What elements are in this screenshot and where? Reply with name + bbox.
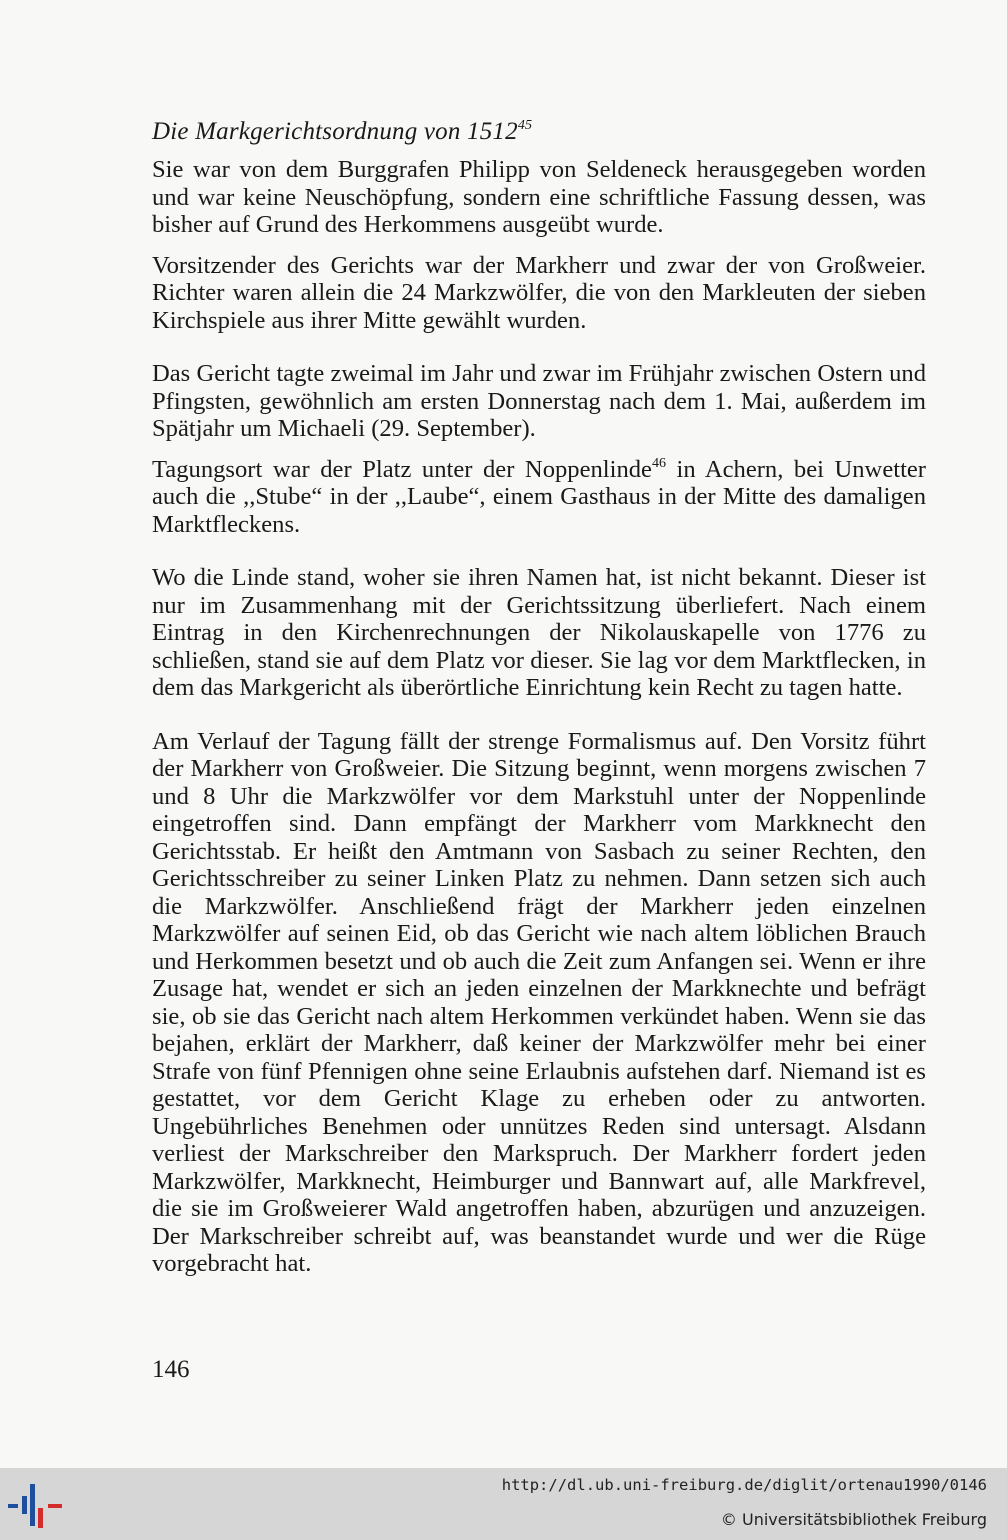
ub-freiburg-logo-icon[interactable]: [8, 1482, 64, 1528]
paragraph-4: [152, 456, 926, 539]
paragraph-6: Am Verlauf der Tagung fällt der strenge Formalismus auf. Den Vorsitz führt der Markherr von Großweier. Die Sitzung beginnt, wenn morgens zwischen 7 und 8 Uhr die Markzwölfer vor dem Markstuhl unter der Noppenlinde eingetroffen sind. Dann empfängt der Markherr vom Markknecht den Gerichtsstab. Er heißt den Amtmann von Sasbach zu seiner Rechten, den Gerichtsschreiber zu seiner Linken Platz zu nehmen. Dann setzen sich auch die Markzwölfer. Anschließend frägt der Markherr jeden einzelnen Markzwölfer auf seinen Eid, ob das Gericht wie nach altem löblichen Brauch und Herkommen besetzt und ob auch die Zeit zum Anfangen sei. Wenn er ihre Zusage hat, wendet er sich an jeden einzelnen der Markknechte und befrägt sie, ob sie das Gericht nach altem Herkommen verkündet haben. Wenn sie das bejahen, erklärt der Markherr, daß keiner der Markzwölfer mehr bei einer Strafe von fünf Pfennigen ohne seine Erlaubnis aufstehen darf. Niemand ist es gestattet, vor dem Gericht Klage zu erheben oder zu antworten. Ungebührliches Benehmen oder unnützes Reden sind untersagt. Alsdann verliest der Markschreiber den Markspruch. Der Markherr fordert jeden Markzwölfer, Markknecht, Heimburger und Bannwart auf, alle Markfrevel, die sie im Großweierer Wald angetroffen haben, abzurügen und anzuzeigen. Der Markschreiber schreibt auf, was beanstandet wurde und wer die Rüge vorgebracht hat.: [152, 727, 926, 1277]
page-number: 146: [152, 1356, 190, 1383]
paragraph-2: Vorsitzender des Gerichts war der Markherr und zwar der von Großweier. Richter waren allein die 24 Markzwölfer, die von den Markleuten der sieben Kirchspiele aus ihrer Mitte gewählt wurden.: [152, 251, 926, 334]
footnote-marker-46: 46: [651, 455, 666, 471]
copyright-notice: © Universitätsbibliothek Freiburg: [720, 1510, 987, 1529]
paragraph-5: Wo die Linde stand, woher sie ihren Namen hat, ist nicht bekannt. Dieser ist nur im Zusammenhang mit der Gerichtssitzung überliefert. Nach einem Eintrag in den Kirchenrechnungen der Nikolauskapelle von 1776 zu schließen, stand sie auf dem Platz vor dieser. Sie lag vor dem Marktflecken, in dem das Markgericht als überörtliche Einrichtung kein Recht zu tagen hatte.: [152, 564, 926, 701]
footnote-marker-45: 45: [517, 118, 533, 133]
text-block: [152, 118, 926, 1278]
footer-bar: [0, 1468, 1007, 1540]
paragraph-4-text-b: in Achern, bei Unwetter auch die ,,Stube“ in der ,,Laube“, einem Gasthaus in der Mitte des damaligen Marktfleckens.: [152, 455, 927, 538]
paragraph-4-text-a: Tagungsort war der Platz unter der Noppenlinde: [152, 455, 652, 483]
section-heading: [152, 118, 926, 146]
heading-text: Die Markgerichtsordnung von 1512: [152, 118, 518, 145]
paragraph-1: Sie war von dem Burggrafen Philipp von Seldeneck herausgegeben worden und war keine Neuschöpfung, sondern eine schriftliche Fassung dessen, was bisher auf Grund des Herkommens ausgeübt wurde.: [152, 156, 926, 238]
paragraph-3: Das Gericht tagte zweimal im Jahr und zwar im Frühjahr zwischen Ostern und Pfingsten, gewöhnlich am ersten Donnerstag nach dem 1. Mai, außerdem im Spätjahr um Michaeli (29. September).: [152, 360, 926, 442]
source-url-link[interactable]: http://dl.ub.uni-freiburg.de/diglit/ortenau1990/0146: [501, 1476, 987, 1494]
